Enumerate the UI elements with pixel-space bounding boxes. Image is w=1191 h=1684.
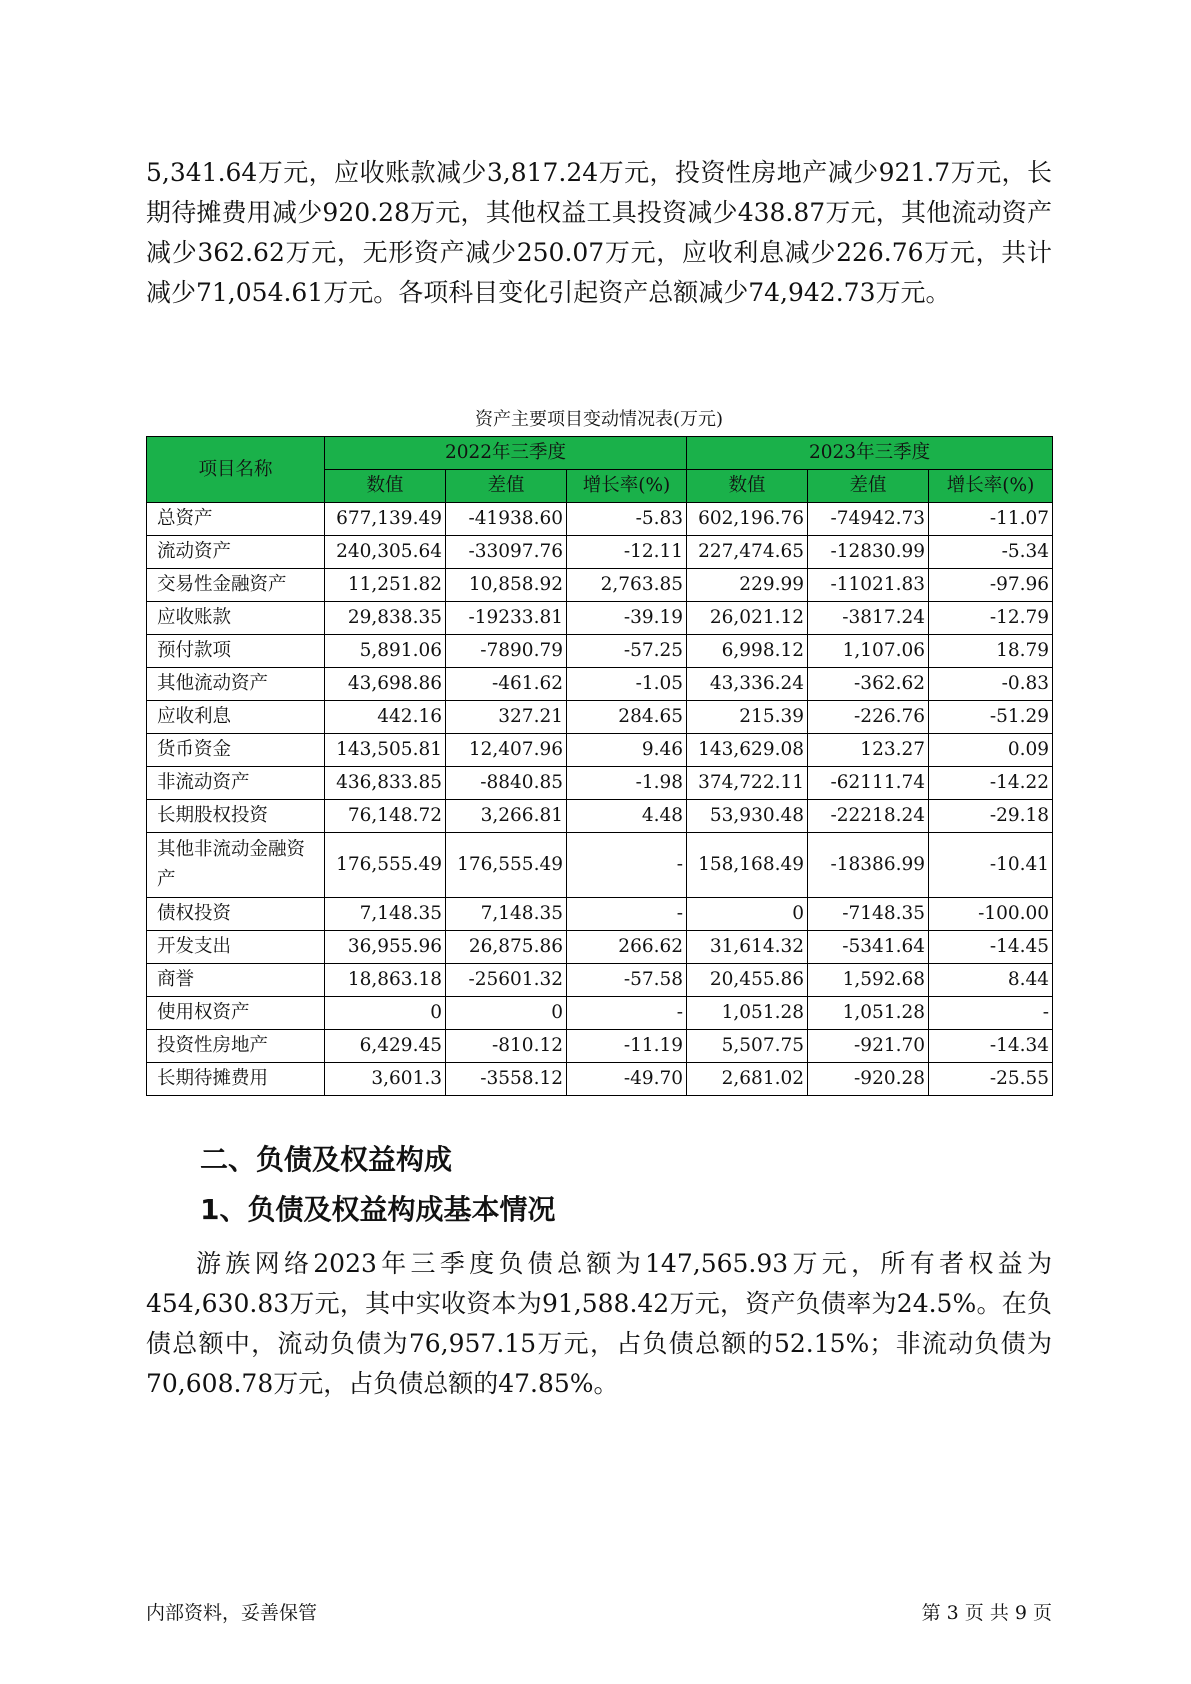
asset-change-table (146, 436, 1053, 1096)
diff-2023: -226.76 (808, 701, 929, 734)
growth-2022: 266.62 (567, 931, 687, 964)
diff-2022: -8840.85 (446, 767, 567, 800)
diff-2023: 123.27 (808, 734, 929, 767)
value-2022: 43,698.86 (325, 668, 446, 701)
header-growth-2023: 增长率(%) (929, 470, 1053, 503)
growth-2022: - (567, 833, 687, 898)
row-name: 长期股权投资 (147, 800, 325, 833)
value-2022: 0 (325, 997, 446, 1030)
value-2023: 374,722.11 (687, 767, 808, 800)
value-2023: 20,455.86 (687, 964, 808, 997)
row-name: 商誉 (147, 964, 325, 997)
growth-2023: -25.55 (929, 1063, 1053, 1096)
section-heading: 二、负债及权益构成 (200, 1143, 453, 1176)
value-2022: 76,148.72 (325, 800, 446, 833)
value-2022: 11,251.82 (325, 569, 446, 602)
growth-2023: -11.07 (929, 503, 1053, 536)
growth-2023: -10.41 (929, 833, 1053, 898)
row-name: 开发支出 (147, 931, 325, 964)
table-row (147, 569, 1053, 602)
table-row (147, 701, 1053, 734)
value-2022: 240,305.64 (325, 536, 446, 569)
diff-2023: -362.62 (808, 668, 929, 701)
row-name: 债权投资 (147, 898, 325, 931)
growth-2022: -57.25 (567, 635, 687, 668)
sub-heading: 1、负债及权益构成基本情况 (200, 1193, 556, 1226)
value-2023: 143,629.08 (687, 734, 808, 767)
value-2023: 158,168.49 (687, 833, 808, 898)
diff-2023: -18386.99 (808, 833, 929, 898)
footer-confidential-note: 内部资料，妥善保管 (146, 1602, 318, 1624)
diff-2023: -11021.83 (808, 569, 929, 602)
header-value-2022: 数值 (325, 470, 446, 503)
value-2022: 3,601.3 (325, 1063, 446, 1096)
value-2022: 6,429.45 (325, 1030, 446, 1063)
diff-2022: 3,266.81 (446, 800, 567, 833)
diff-2022: -7890.79 (446, 635, 567, 668)
diff-2023: -62111.74 (808, 767, 929, 800)
table-row (147, 536, 1053, 569)
growth-2023: 0.09 (929, 734, 1053, 767)
value-2023: 1,051.28 (687, 997, 808, 1030)
growth-2023: -51.29 (929, 701, 1053, 734)
diff-2023: -921.70 (808, 1030, 929, 1063)
table-row (147, 635, 1053, 668)
growth-2023: 8.44 (929, 964, 1053, 997)
diff-2022: -19233.81 (446, 602, 567, 635)
row-name: 应收利息 (147, 701, 325, 734)
row-name: 其他非流动金融资产 (147, 833, 325, 898)
growth-2022: -57.58 (567, 964, 687, 997)
value-2022: 18,863.18 (325, 964, 446, 997)
growth-2023: -100.00 (929, 898, 1053, 931)
value-2022: 5,891.06 (325, 635, 446, 668)
header-period-2023: 2023年三季度 (687, 437, 1053, 470)
growth-2022: -49.70 (567, 1063, 687, 1096)
value-2023: 5,507.75 (687, 1030, 808, 1063)
value-2022: 7,148.35 (325, 898, 446, 931)
table-row (147, 767, 1053, 800)
table-row (147, 833, 1053, 898)
value-2022: 143,505.81 (325, 734, 446, 767)
growth-2023: -14.22 (929, 767, 1053, 800)
row-name: 使用权资产 (147, 997, 325, 1030)
table-caption: 资产主要项目变动情况表(万元) (474, 409, 724, 430)
diff-2022: -25601.32 (446, 964, 567, 997)
growth-2023: - (929, 997, 1053, 1030)
value-2022: 36,955.96 (325, 931, 446, 964)
growth-2023: -14.34 (929, 1030, 1053, 1063)
diff-2023: 1,051.28 (808, 997, 929, 1030)
header-item-name: 项目名称 (147, 437, 325, 503)
table-body (147, 503, 1053, 1096)
table-row (147, 898, 1053, 931)
row-name: 流动资产 (147, 536, 325, 569)
row-name: 非流动资产 (147, 767, 325, 800)
footer-page-number: 第 3 页 共 9 页 (921, 1602, 1052, 1624)
table-row (147, 503, 1053, 536)
growth-2022: 2,763.85 (567, 569, 687, 602)
diff-2023: -3817.24 (808, 602, 929, 635)
diff-2023: -7148.35 (808, 898, 929, 931)
growth-2022: - (567, 997, 687, 1030)
body-paragraph-liabilities: 游族网络2023年三季度负债总额为147,565.93万元，所有者权益为454,630.83万元，其中实收资本为91,588.42万元，资产负债率为24.5%。在负债总额中，流动负债为76,957.15万元，占负债总额的52.15%；非流动负债为70,608.78万元，占负债总额的47.85%。 (146, 1249, 1052, 1398)
growth-2023: -5.34 (929, 536, 1053, 569)
growth-2023: -0.83 (929, 668, 1053, 701)
row-name: 预付款项 (147, 635, 325, 668)
row-name: 应收账款 (147, 602, 325, 635)
growth-2023: -29.18 (929, 800, 1053, 833)
value-2022: 677,139.49 (325, 503, 446, 536)
header-value-2023: 数值 (687, 470, 808, 503)
growth-2022: -11.19 (567, 1030, 687, 1063)
header-diff-2022: 差值 (446, 470, 567, 503)
diff-2023: -22218.24 (808, 800, 929, 833)
diff-2022: 327.21 (446, 701, 567, 734)
diff-2022: -41938.60 (446, 503, 567, 536)
table-header-row-periods (147, 437, 1053, 470)
value-2023: 2,681.02 (687, 1063, 808, 1096)
diff-2022: 12,407.96 (446, 734, 567, 767)
value-2023: 26,021.12 (687, 602, 808, 635)
diff-2022: 10,858.92 (446, 569, 567, 602)
diff-2022: 26,875.86 (446, 931, 567, 964)
value-2023: 229.99 (687, 569, 808, 602)
growth-2022: 4.48 (567, 800, 687, 833)
header-period-2022: 2022年三季度 (325, 437, 687, 470)
diff-2023: -12830.99 (808, 536, 929, 569)
value-2023: 602,196.76 (687, 503, 808, 536)
table-row (147, 964, 1053, 997)
row-name: 货币资金 (147, 734, 325, 767)
value-2023: 6,998.12 (687, 635, 808, 668)
row-name: 其他流动资产 (147, 668, 325, 701)
diff-2022: -461.62 (446, 668, 567, 701)
value-2023: 53,930.48 (687, 800, 808, 833)
growth-2022: 9.46 (567, 734, 687, 767)
growth-2022: - (567, 898, 687, 931)
value-2022: 29,838.35 (325, 602, 446, 635)
diff-2022: 176,555.49 (446, 833, 567, 898)
diff-2022: 0 (446, 997, 567, 1030)
header-growth-2022: 增长率(%) (567, 470, 687, 503)
diff-2023: 1,107.06 (808, 635, 929, 668)
value-2022: 436,833.85 (325, 767, 446, 800)
diff-2022: -3558.12 (446, 1063, 567, 1096)
growth-2023: -14.45 (929, 931, 1053, 964)
value-2022: 442.16 (325, 701, 446, 734)
row-name: 长期待摊费用 (147, 1063, 325, 1096)
growth-2023: 18.79 (929, 635, 1053, 668)
row-name: 总资产 (147, 503, 325, 536)
table-row (147, 800, 1053, 833)
diff-2023: -5341.64 (808, 931, 929, 964)
diff-2023: -920.28 (808, 1063, 929, 1096)
table-row (147, 668, 1053, 701)
value-2023: 215.39 (687, 701, 808, 734)
growth-2022: -39.19 (567, 602, 687, 635)
value-2022: 176,555.49 (325, 833, 446, 898)
table-row (147, 734, 1053, 767)
value-2023: 0 (687, 898, 808, 931)
table-row (147, 997, 1053, 1030)
growth-2022: -12.11 (567, 536, 687, 569)
row-name: 交易性金融资产 (147, 569, 325, 602)
value-2023: 43,336.24 (687, 668, 808, 701)
growth-2022: 284.65 (567, 701, 687, 734)
table-row (147, 602, 1053, 635)
body-paragraph-assets-change: 5,341.64万元，应收账款减少3,817.24万元，投资性房地产减少921.7万元，长期待摊费用减少920.28万元，其他权益工具投资减少438.87万元，其他流动资产减少362.62万元，无形资产减少250.07万元，应收利息减少226.76万元，共计减少71,054.61万元。各项科目变化引起资产总额减少74,942.73万元。 (146, 158, 1052, 307)
diff-2022: -33097.76 (446, 536, 567, 569)
growth-2022: -1.98 (567, 767, 687, 800)
diff-2023: 1,592.68 (808, 964, 929, 997)
table-row (147, 1030, 1053, 1063)
growth-2022: -1.05 (567, 668, 687, 701)
header-diff-2023: 差值 (808, 470, 929, 503)
value-2023: 227,474.65 (687, 536, 808, 569)
diff-2022: 7,148.35 (446, 898, 567, 931)
table-row (147, 1063, 1053, 1096)
diff-2023: -74942.73 (808, 503, 929, 536)
growth-2023: -97.96 (929, 569, 1053, 602)
growth-2023: -12.79 (929, 602, 1053, 635)
row-name: 投资性房地产 (147, 1030, 325, 1063)
table-row (147, 931, 1053, 964)
growth-2022: -5.83 (567, 503, 687, 536)
value-2023: 31,614.32 (687, 931, 808, 964)
diff-2022: -810.12 (446, 1030, 567, 1063)
